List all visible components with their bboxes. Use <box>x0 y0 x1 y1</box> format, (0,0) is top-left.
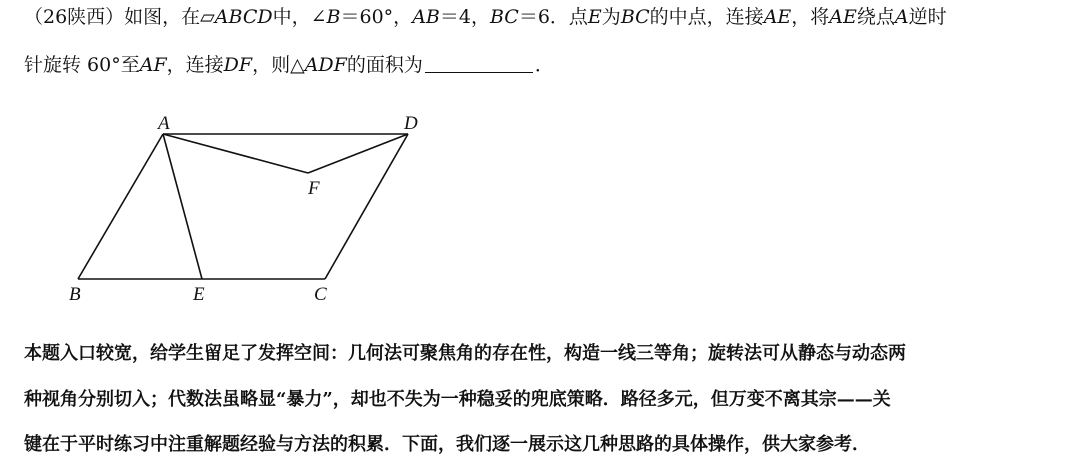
question-line-1-text-run: 逆时 <box>908 6 947 28</box>
question-line-1-text-run: A <box>894 6 909 28</box>
question-line-1-text-run: （26陕西）如图，在▱ <box>24 6 215 28</box>
question-line-1-text-run: ＝60°， <box>340 6 413 28</box>
commentary-line-1: 本题入口较宽，给学生留足了发挥空间：几何法可聚焦角的存在性，构造一线三等角；旋转法可从静态与动态两 <box>24 343 906 364</box>
commentary-line-2: 种视角分别切入；代数法虽略显“暴力”，却也不失为一种稳妥的兜底策略．路径多元，但万变不离其宗——关 <box>24 389 891 410</box>
question-line-2-text-run: 的面积为 <box>346 54 423 76</box>
segment-af <box>163 134 308 173</box>
question-line-1-text-run: 的中点，连接 <box>649 6 764 28</box>
question-line-2-text-run: DF <box>223 54 253 76</box>
label-e: E <box>193 284 205 305</box>
segment-dc <box>325 134 408 279</box>
segment-ba <box>78 134 163 279</box>
question-line-1-text-run: ，将 <box>791 6 830 28</box>
question-line-1-text-run: ＝4， <box>439 6 490 28</box>
question-line-1-text-run: 中，∠ <box>272 6 327 28</box>
question-line-2-text-run: ADF <box>304 54 347 76</box>
label-f: F <box>308 178 320 199</box>
label-c: C <box>314 284 327 305</box>
question-line-1-text-run: ABCD <box>214 6 273 28</box>
question-line-2-text-run: ，连接 <box>166 54 224 76</box>
question-line-2-text-run: AF <box>139 54 167 76</box>
question-line-2-text-run: ，则△ <box>252 54 305 76</box>
question-line-1-text-run: B <box>326 6 341 28</box>
question-line-1-text-run: AE <box>763 6 792 28</box>
label-a: A <box>158 113 170 134</box>
label-b: B <box>69 284 81 305</box>
question-line-1-text-run: BC <box>489 6 519 28</box>
question-line-1-text-run: E <box>587 6 602 28</box>
question-line-1-text-run: ＝6．点 <box>518 6 588 28</box>
commentary-line-3: 键在于平时练习中注重解题经验与方法的积累．下面，我们逐一展示这几种思路的具体操作，供大家参考． <box>24 434 870 455</box>
question-line-1-text-run: BC <box>620 6 650 28</box>
question-line-2-end: ． <box>534 54 554 76</box>
question-line-1-text-run: 绕点 <box>856 6 895 28</box>
question-line-2-text-run: 针旋转 60°至 <box>24 54 140 76</box>
question-line-1-text-run: AB <box>412 6 440 28</box>
question-line-1-text-run: 为 <box>601 6 621 28</box>
segment-ae <box>163 134 202 279</box>
label-d: D <box>404 113 418 134</box>
question-line-1-text-run: AE <box>829 6 857 28</box>
segment-fd <box>308 134 408 173</box>
